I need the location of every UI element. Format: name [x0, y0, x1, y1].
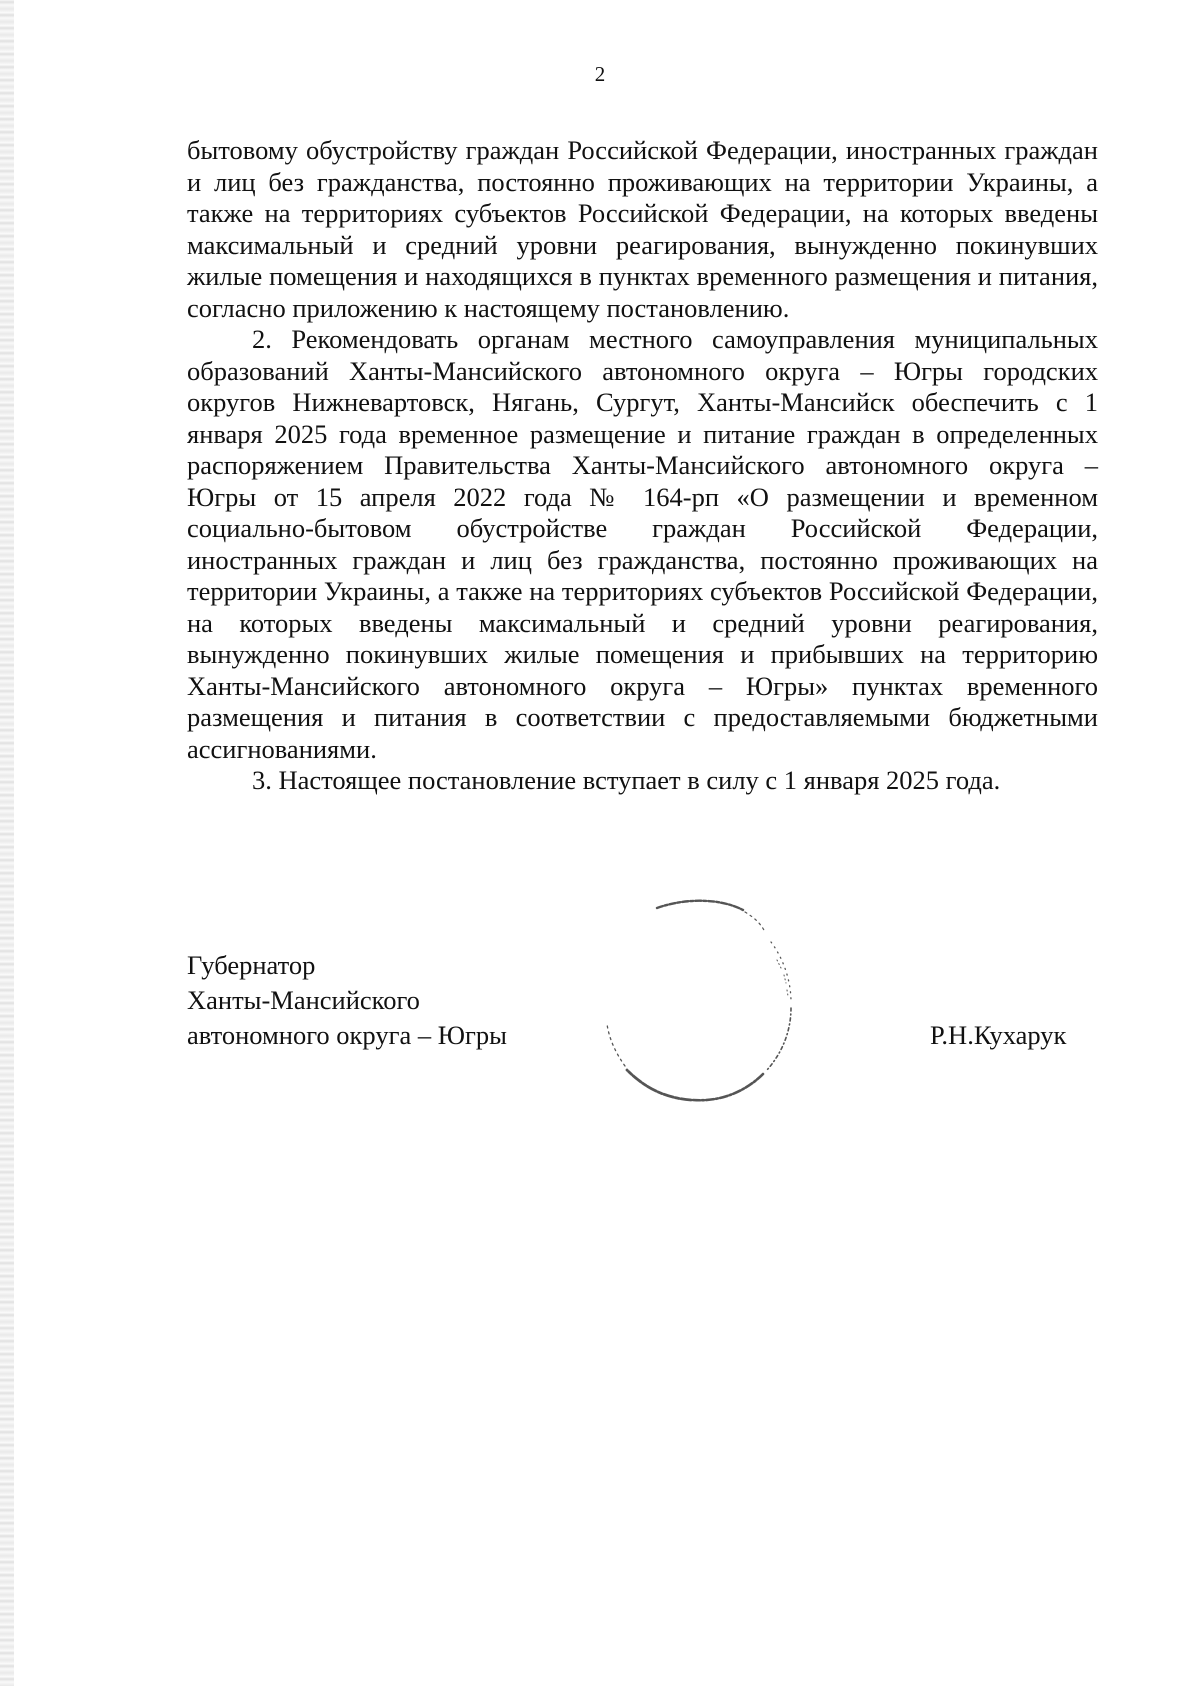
signatory-title: [187, 948, 587, 1053]
paragraph-item-2: 2. Рекомендовать органам местного самоуправления муниципальных образований Ханты-Мансийского автономного округа – Югры городских округов Нижневартовск, Нягань, Сургут, Ханты-Мансийск обеспечить с 1 января 2025 года временное размещение и питание граждан в определенных распоряжением Правительства Ханты-Мансийского автономного округа – Югры от 15 апреля 2022 года № 164-рп «О размещении и временном социально-бытовом обустройстве граждан Российской Федерации, иностранных граждан и лиц без гражданства, постоянно проживающих на территории Украины, а также на территориях субъектов Российской Федерации, на которых введены максимальный и средний уровни реагирования, вынужденно покинувших жилые помещения и прибывших на территорию Ханты-Мансийского автономного округа – Югры» пунктах временного размещения и питания в соответствии с предоставляемыми бюджетными ассигнованиями.: [187, 324, 1098, 764]
signatory-title-line: Ханты-Мансийского: [187, 985, 420, 1015]
seal-stamp-icon: [595, 880, 825, 1120]
paragraph-item-3: 3. Настоящее постановление вступает в силу с 1 января 2025 года.: [252, 765, 1001, 795]
paragraph-continuation: бытовому обустройству граждан Российской Федерации, иностранных граждан и лиц без гражданства, постоянно проживающих на территории Украины, а также на территориях субъектов Российской Федерации, на которых введены максимальный и средний уровни реагирования, вынужденно покинувших жилые помещения и находящихся в пунктах временного размещения и питания, согласно приложению к настоящему постановлению.: [187, 135, 1098, 323]
page-number: 2: [594, 62, 606, 86]
signatory-title-line: автономного округа – Югры: [187, 1020, 507, 1050]
signatory-title-line: Губернатор: [187, 950, 316, 980]
document-body: [187, 135, 1098, 797]
scan-edge-artifact: [0, 0, 14, 1686]
signatory-name: Р.Н.Кухарук: [930, 1020, 1067, 1050]
